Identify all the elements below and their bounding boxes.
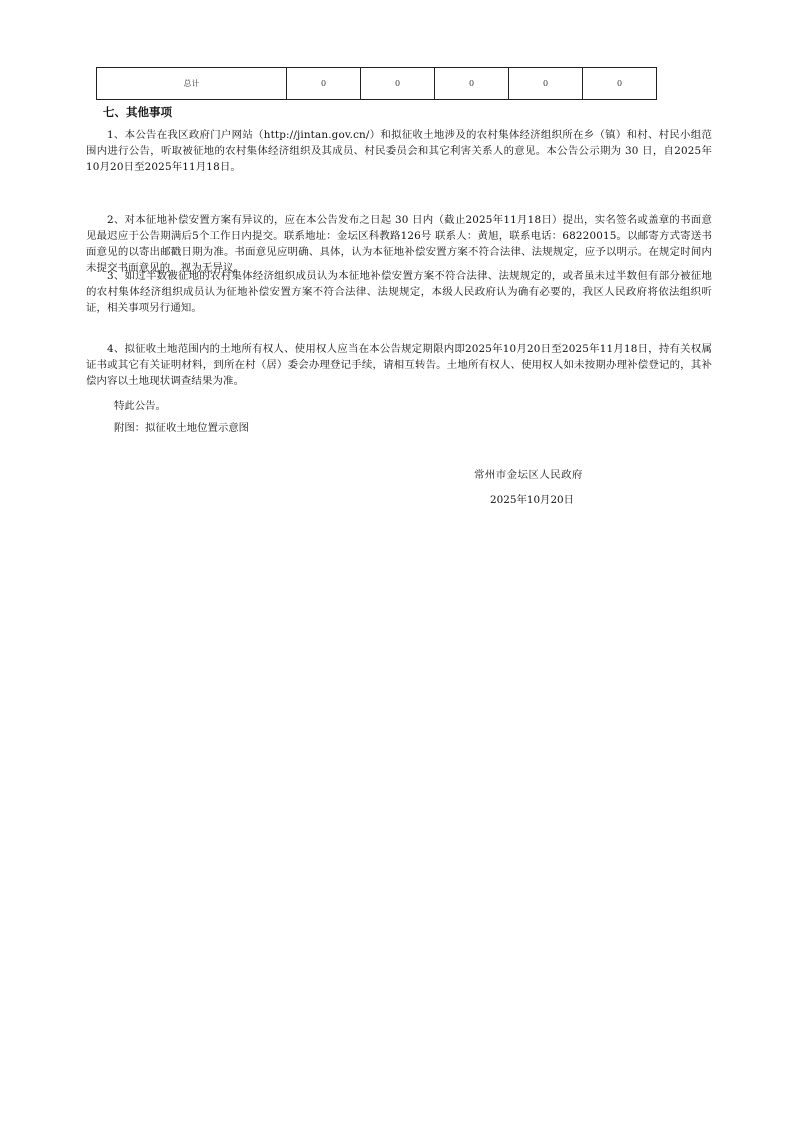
paragraph-4: 4、拟征收土地范围内的土地所有权人、使用权人应当在本公告规定期限内即2025年10月20日至2025年11月18日，持有关权属证书或其它有关证明材料，到所在村（居）委会办理登记手续，请相互转告。土地所有权人、使用权人如未按期办理补偿登记的，其补偿内容以土地现状调查结果为准。 — [86, 343, 712, 387]
attachment-line: 附图：拟征收土地位置示意图 — [114, 422, 250, 434]
totals-table — [96, 67, 657, 100]
closing-line: 特此公告。 — [114, 400, 166, 412]
signature-date: 2025年10月20日 — [490, 494, 575, 506]
total-value-cell: 0 — [509, 68, 583, 100]
section-heading: 七、其他事项 — [103, 105, 172, 119]
paragraph-3: 3、如过半数被征地的农村集体经济组织成员认为本征地补偿安置方案不符合法律、法规规定的，或者虽未过半数但有部分被征地的农村集体经济组织成员认为征地补偿安置方案不符合法律、法规规定，本级人民政府认为确有必要的，我区人民政府将依法组织听证，相关事项另行通知。 — [86, 270, 712, 314]
paragraph-1: 1、本公告在我区政府门户网站（http://jintan.gov.cn/）和拟征收土地涉及的农村集体经济组织所在乡（镇）和村、村民小组范围内进行公告，听取被征地的农村集体经济组织及其成员、村民委员会和其它利害关系人的意见。本公告公示期为 30 日，自2025年10月20日至2025年11月18日。 — [86, 129, 712, 173]
table-row — [97, 68, 657, 100]
paragraph-2: 2、对本征地补偿安置方案有异议的，应在本公告发布之日起 30 日内（截止2025年11月18日）提出，实名签名或盖章的书面意见最迟应于公告期满后5个工作日内提交。联系地址：金坛区科教路126号 联系人：黄旭，联系电话：68220015。以邮寄方式寄送书面意见的以寄出邮戳日期为准。书面意见应明确、具体，认为本征地补偿安置方案不符合法律、法规规定，应予以明示。在规定时间内未提交书面意见的，视为无异议。 — [86, 214, 712, 274]
total-value-cell: 0 — [583, 68, 657, 100]
total-value-cell: 0 — [435, 68, 509, 100]
total-label-cell: 总计 — [97, 68, 287, 100]
total-value-cell: 0 — [287, 68, 361, 100]
total-value-cell: 0 — [361, 68, 435, 100]
signature-org: 常州市金坛区人民政府 — [474, 469, 583, 481]
